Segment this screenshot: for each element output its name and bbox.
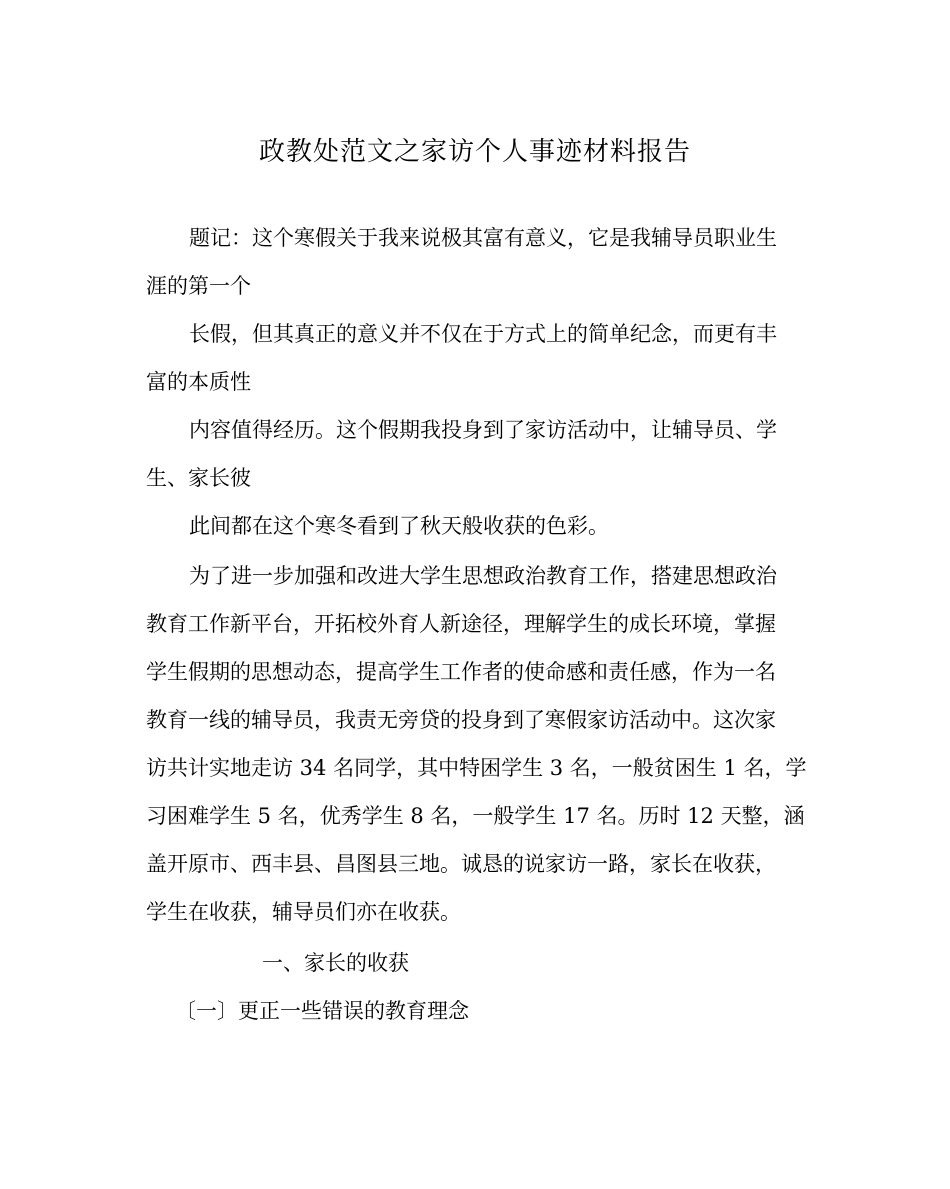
body-line-3: 学生假期的思想动态，提高学生工作者的使命感和责任感，作为一名 bbox=[146, 660, 776, 684]
intro-line-4: 富的本质性 bbox=[146, 370, 251, 394]
intro-line-1: 题记：这个寒假关于我来说极其富有意义，它是我辅导员职业生 bbox=[189, 226, 777, 250]
intro-line-3: 长假，但其真正的意义并不仅在于方式上的简单纪念，而更有丰 bbox=[189, 322, 777, 346]
intro-line-5: 内容值得经历。这个假期我投身到了家访活动中，让辅导员、学 bbox=[189, 418, 777, 442]
intro-line-7: 此间都在这个寒冬看到了秋天般收获的色彩。 bbox=[189, 514, 609, 538]
body-line-6: 习困难学生 5 名，优秀学生 8 名，一般学生 17 名。历时 12 天整，涵 bbox=[146, 804, 805, 828]
document-title: 政教处范文之家访个人事迹材料报告 bbox=[258, 137, 691, 167]
body-line-5: 访共计实地走访 34 名同学，其中特困学生 3 名，一般贫困生 1 名，学 bbox=[146, 756, 807, 780]
section-heading-2: 〔一〕更正一些错误的教育理念 bbox=[175, 999, 469, 1023]
body-line-4: 教育一线的辅导员，我责无旁贷的投身到了寒假家访活动中。这次家 bbox=[146, 708, 776, 732]
intro-line-6: 生、家长彼 bbox=[146, 466, 251, 490]
body-line-1: 为了进一步加强和改进大学生思想政治教育工作，搭建思想政治 bbox=[189, 564, 777, 588]
body-line-8: 学生在收获，辅导员们亦在收获。 bbox=[146, 900, 461, 924]
body-line-7: 盖开原市、西丰县、昌图县三地。诚恳的说家访一路，家长在收获， bbox=[146, 852, 776, 876]
body-line-2: 教育工作新平台，开拓校外育人新途径，理解学生的成长环境，掌握 bbox=[146, 612, 776, 636]
intro-line-2: 涯的第一个 bbox=[146, 274, 251, 298]
section-heading-1: 一、家长的收获 bbox=[262, 951, 409, 975]
